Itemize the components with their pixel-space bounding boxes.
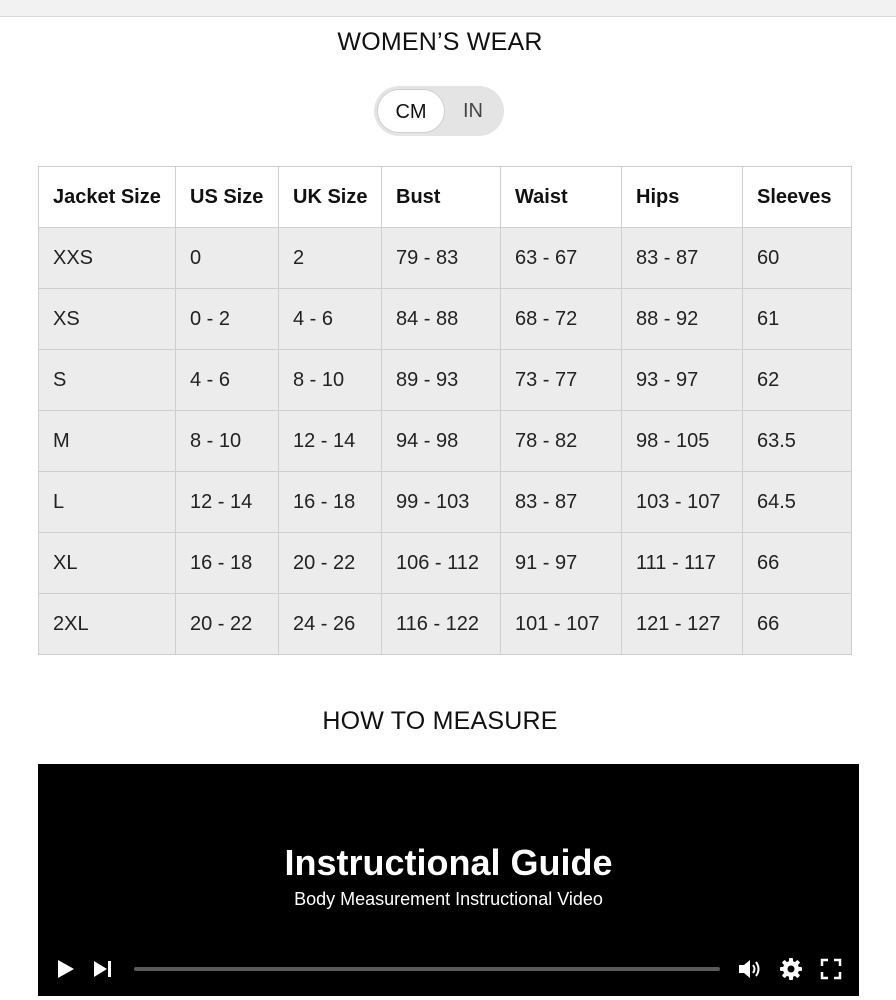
table-cell: 16 - 18	[176, 533, 279, 594]
play-icon[interactable]	[52, 956, 78, 982]
table-header-row	[39, 167, 852, 228]
table-cell: 66	[743, 594, 852, 655]
table-cell: 0	[176, 228, 279, 289]
table-cell: 73 - 77	[501, 350, 622, 411]
section-title-how-to-measure: HOW TO MEASURE	[322, 707, 558, 735]
fullscreen-icon[interactable]	[818, 956, 844, 982]
table-row	[39, 228, 852, 289]
table-cell: 62	[743, 350, 852, 411]
table-cell: 99 - 103	[382, 472, 501, 533]
table-row	[39, 350, 852, 411]
table-cell: 79 - 83	[382, 228, 501, 289]
table-cell: 2XL	[39, 594, 176, 655]
video-player[interactable]	[38, 764, 859, 996]
column-header: Sleeves	[743, 167, 852, 228]
table-cell: 121 - 127	[622, 594, 743, 655]
table-cell: 101 - 107	[501, 594, 622, 655]
video-subtitle: Body Measurement Instructional Video	[294, 889, 603, 909]
table-cell: 68 - 72	[501, 289, 622, 350]
table-cell: 8 - 10	[176, 411, 279, 472]
table-row	[39, 533, 852, 594]
column-header: Waist	[501, 167, 622, 228]
table-cell: 66	[743, 533, 852, 594]
column-header: Bust	[382, 167, 501, 228]
table-cell: 2	[279, 228, 382, 289]
table-cell: 78 - 82	[501, 411, 622, 472]
column-header: US Size	[176, 167, 279, 228]
top-strip	[0, 0, 896, 17]
table-cell: 4 - 6	[279, 289, 382, 350]
column-header: Jacket Size	[39, 167, 176, 228]
table-row	[39, 472, 852, 533]
table-cell: 116 - 122	[382, 594, 501, 655]
table-cell: 20 - 22	[176, 594, 279, 655]
column-header: Hips	[622, 167, 743, 228]
unit-option-cm[interactable]: CM	[377, 89, 445, 133]
unit-option-in[interactable]: IN	[463, 100, 483, 122]
table-cell: 63 - 67	[501, 228, 622, 289]
next-icon[interactable]	[90, 956, 116, 982]
table-cell: 64.5	[743, 472, 852, 533]
video-title: Instructional Guide	[284, 842, 613, 883]
table-cell: 12 - 14	[176, 472, 279, 533]
table-cell: M	[39, 411, 176, 472]
table-row	[39, 594, 852, 655]
table-cell: S	[39, 350, 176, 411]
table-cell: 83 - 87	[501, 472, 622, 533]
table-row	[39, 411, 852, 472]
volume-icon[interactable]	[736, 956, 764, 982]
table-cell: 91 - 97	[501, 533, 622, 594]
table-row	[39, 289, 852, 350]
table-cell: 0 - 2	[176, 289, 279, 350]
table-cell: 60	[743, 228, 852, 289]
table-cell: 98 - 105	[622, 411, 743, 472]
column-header: UK Size	[279, 167, 382, 228]
table-cell: 61	[743, 289, 852, 350]
table-cell: 16 - 18	[279, 472, 382, 533]
table-cell: XXS	[39, 228, 176, 289]
table-cell: 84 - 88	[382, 289, 501, 350]
table-cell: 20 - 22	[279, 533, 382, 594]
table-cell: XL	[39, 533, 176, 594]
table-cell: 94 - 98	[382, 411, 501, 472]
table-cell: 24 - 26	[279, 594, 382, 655]
table-cell: 106 - 112	[382, 533, 501, 594]
table-cell: 83 - 87	[622, 228, 743, 289]
unit-toggle[interactable]	[374, 86, 504, 136]
table-cell: 111 - 117	[622, 533, 743, 594]
table-cell: 93 - 97	[622, 350, 743, 411]
table-cell: 12 - 14	[279, 411, 382, 472]
table-cell: XS	[39, 289, 176, 350]
table-cell: L	[39, 472, 176, 533]
table-cell: 89 - 93	[382, 350, 501, 411]
progress-bar[interactable]	[134, 967, 720, 971]
size-chart-table	[38, 166, 852, 655]
table-cell: 103 - 107	[622, 472, 743, 533]
table-cell: 88 - 92	[622, 289, 743, 350]
table-cell: 8 - 10	[279, 350, 382, 411]
table-cell: 4 - 6	[176, 350, 279, 411]
page-title: WOMEN’S WEAR	[337, 28, 543, 56]
settings-icon[interactable]	[778, 956, 804, 982]
table-cell: 63.5	[743, 411, 852, 472]
